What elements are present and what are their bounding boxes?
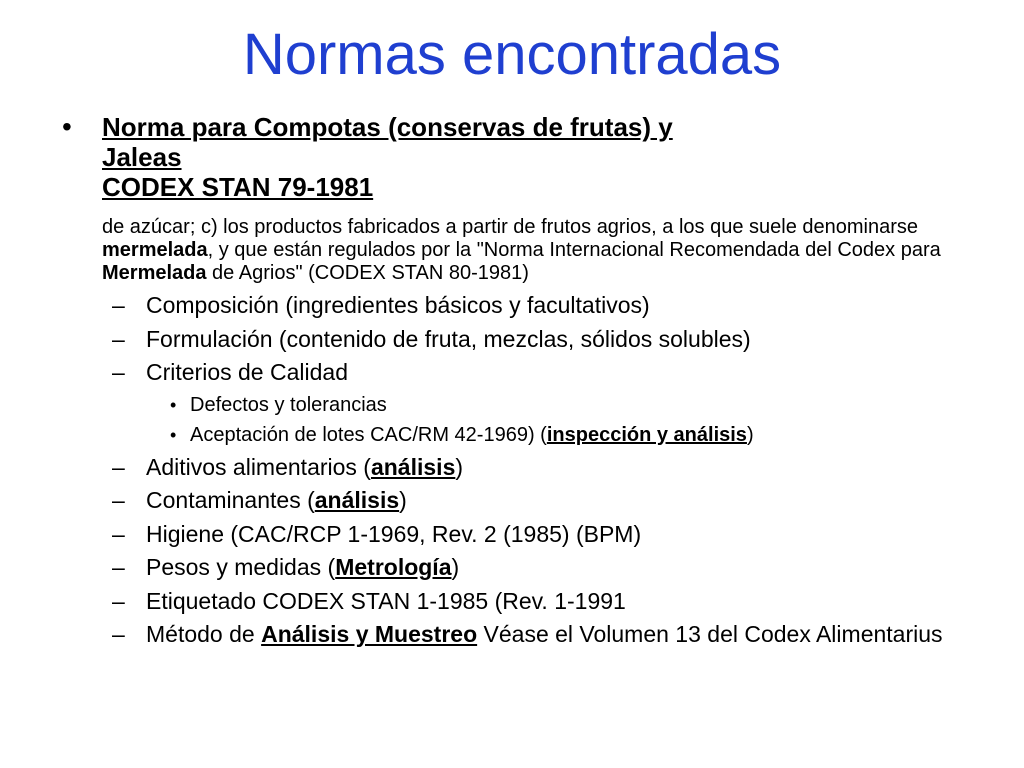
dot-icon: • [170,425,177,445]
aditivos-analisis-link[interactable]: análisis [370,453,456,480]
list-item-defectos: • Defectos y tolerancias [62,390,962,421]
dash-icon: – [112,453,125,480]
dash-icon: – [112,359,125,385]
list-item-metodo: – Método de Análisis y Muestreo Véase el Volumen 13 del Codex Alimentarius [112,621,943,647]
list-item-aceptacion: • Aceptación de lotes CAC/RM 42-1969) (inspección y análisis) [62,420,962,451]
list-item-higiene: – Higiene (CAC/RCP 1-1969, Rev. 2 (1985) (BPM) [62,518,962,552]
list-item-contaminantes: – Contaminantes (análisis) [62,484,962,518]
inspeccion-analisis-link[interactable]: inspección y análisis [546,424,747,446]
mermelada-bold-2: Mermelada [102,262,207,284]
bullet-icon: • [62,111,72,142]
slide-content [62,112,962,648]
mermelada-bold: mermelada [102,239,208,261]
dot-icon: • [170,394,177,415]
list-item-aditivos: – Aditivos alimentarios (análisis) [62,451,962,485]
norma-description: de azúcar; c) los productos fabricados a partir de frutos agrios, a los que suele denominarse mermelada, y que están regulados por la "Norma Internacional Recomendada del Codex para Mermelada de Agrios" (CODEX STAN 80-1981) [102,216,941,284]
list-item-formulacion: – Formulación (contenido de fruta, mezclas, sólidos solubles) [62,323,962,357]
dash-icon: – [112,621,125,647]
norma-heading [102,112,962,202]
norma-heading-link[interactable] [102,112,673,202]
list-item-etiquetado: – Etiquetado CODEX STAN 1-1985 (Rev. 1-1991 [62,585,962,619]
heading-line-2: Jaleas [102,142,182,172]
dash-icon: – [112,292,125,318]
dash-icon: – [112,587,125,614]
dash-icon: – [112,554,125,580]
analisis-muestreo-link[interactable]: Análisis y Muestreo [261,621,478,647]
heading-line-3: CODEX STAN 79-1981 [102,172,374,202]
list-item-composicion: – Composición (ingredientes básicos y facultativos) [62,289,962,323]
sub-list [62,289,962,648]
dash-icon: – [112,487,125,513]
list-item-criterios: – Criterios de Calidad [62,356,962,390]
list-item-pesos: – Pesos y medidas (Metrología) [62,551,962,585]
dash-icon: – [112,325,125,352]
metrologia-link[interactable]: Metrología [335,554,452,580]
dash-icon: – [112,520,125,547]
heading-line-1: Norma para Compotas (conservas de frutas) y [102,112,673,142]
main-bullet-item [62,112,962,285]
slide-title: Normas encontradas [242,22,782,87]
contaminantes-analisis-link[interactable]: análisis [314,487,400,513]
